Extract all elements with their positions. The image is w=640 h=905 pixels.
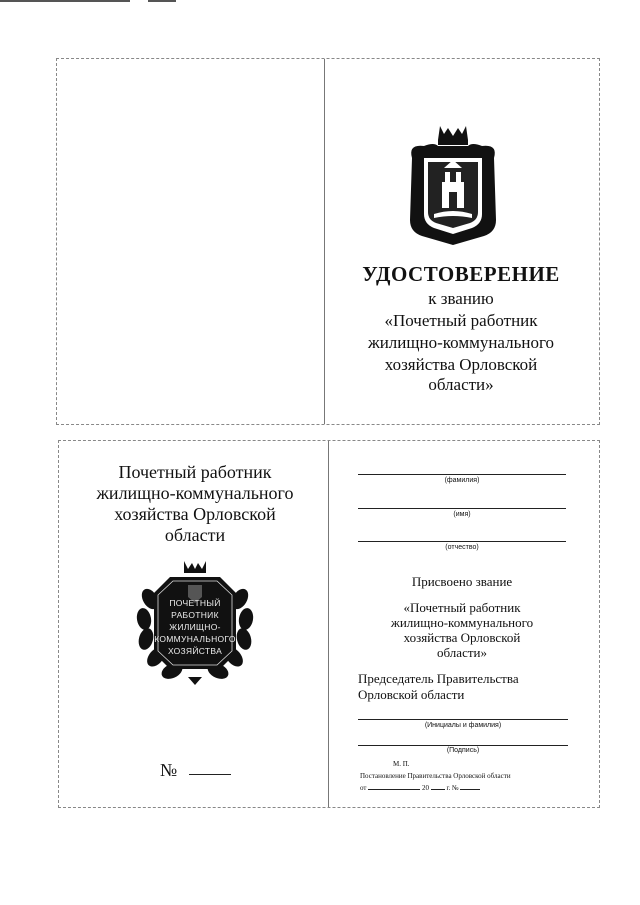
surname-field[interactable] [358,474,566,475]
scan-mark [0,0,130,2]
decree-year-field[interactable] [431,789,445,790]
chairman-line: Председатель Правительства [358,671,519,686]
fold-line [324,59,325,424]
decree-from-label: от [360,784,367,792]
award-title-line: области» [437,645,487,660]
cover-line: «Почетный работник [384,311,538,330]
initials-caption: (Инициалы и фамилия) [424,722,502,729]
decree-number-label: г. № [446,784,459,792]
badge-line: ПОЧЕТНЫЙ [169,598,221,608]
award-title-line: «Почетный работник [403,600,521,615]
left-title-line: Почетный работник [118,462,272,482]
number-label: № [160,760,178,780]
decree-number-field[interactable] [460,789,480,790]
badge-line: КОММУНАЛЬНОГО [154,634,236,644]
patronymic-caption: (отчество) [445,544,479,551]
award-title-line: жилищно-коммунального [390,615,534,630]
badge-line: РАБОТНИК [171,610,219,620]
decree-date-row [360,784,480,792]
patronymic-field[interactable] [358,541,566,542]
signature-field[interactable] [358,745,568,746]
stamp-label: М. П. [393,760,410,768]
initials-field[interactable] [358,719,568,720]
name-field[interactable] [358,508,566,509]
surname-caption: (фамилия) [444,477,480,484]
scan-mark [148,0,176,2]
awarded-label: Присвоено звание [411,574,513,589]
decree-label: Постановление Правительства Орловской области [360,772,511,780]
coat-of-arms-icon [404,124,502,246]
cover-line: жилищно-коммунального [367,333,555,352]
cover-title: УДОСТОВЕРЕНИЕ [362,262,560,286]
name-caption: (имя) [453,511,471,518]
cover-line: к званию [428,289,494,308]
fold-line [328,441,329,807]
decree-date-field[interactable] [368,789,420,790]
badge-text [144,597,246,657]
chairman-line: Орловской области [358,687,465,702]
signature-caption: (Подпись) [446,747,480,754]
left-title-line: жилищно-коммунального [96,483,294,503]
left-title-line: хозяйства Орловской [114,504,276,524]
decree-year-label: 20 [421,784,429,792]
cover-line: хозяйства Орловской [384,355,538,374]
badge-line: ХОЗЯЙСТВА [167,646,223,656]
badge-line: ЖИЛИЩНО- [169,622,221,632]
award-title-line: хозяйства Орловской [403,630,521,645]
number-field[interactable] [189,774,231,775]
cover-line: области» [428,375,494,394]
left-title-line: области [164,525,226,545]
